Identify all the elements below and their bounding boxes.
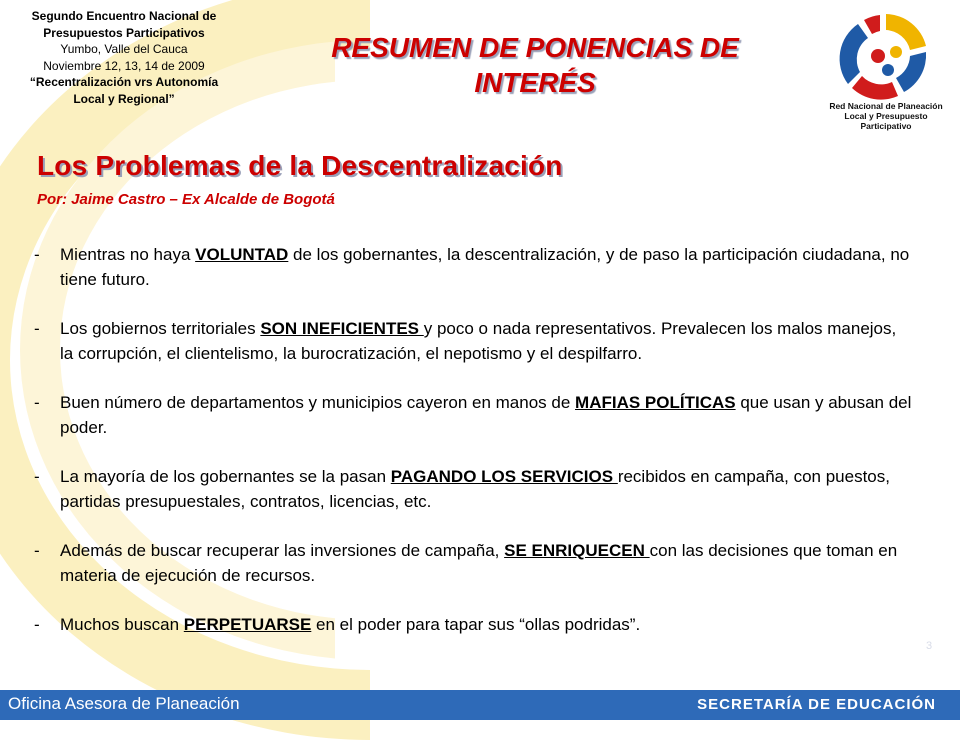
bullet-item [34,612,914,637]
bullet-item [34,538,914,588]
bullet-keyword: SE ENRIQUECEN [504,541,650,560]
slide-title-line-2: INTERÉS [474,67,596,98]
event-info-line: Presupuestos Participativos [43,25,205,40]
footer-secretaria-logo: SECRETARÍA DE EDUCACIÓN [697,696,936,713]
logo-caption-line-1: Red Nacional de Planeación [829,101,943,111]
bullet-text: Buen número de departamentos y municipios cayeron en manos de [60,393,576,412]
bullet-item [34,464,914,514]
event-info-line: Segundo Encuentro Nacional de [31,9,217,23]
event-info [6,8,242,107]
bullet-dash: - [34,245,40,264]
event-info-line: Yumbo, Valle del Cauca [60,42,188,56]
bullet-text: Muchos buscan [60,615,184,634]
bullet-text: y poco o nada representativos. Prevalecen los malos manejos, la corrupción, el clientelismo, la burocratización, el nepotismo y el despilfarro. [60,319,897,363]
bullet-text: Además de buscar recuperar las inversiones de campaña, [60,541,505,560]
bullet-dash: - [34,615,40,634]
footer-bar [0,690,960,720]
bullet-item [34,242,914,292]
event-info-line: Local y Regional” [73,91,175,106]
bullet-item [34,316,914,366]
bullet-text: en el poder para tapar sus “ollas podridas”. [311,615,641,634]
slide-title [270,30,800,100]
bullet-keyword: PERPETUARSE [183,615,312,634]
bullet-text: Mientras no haya [60,245,196,264]
bullet-dash: - [34,467,40,486]
bullet-text: Los gobiernos territoriales [60,319,261,338]
bullet-keyword: SON INEFICIENTES [260,319,424,338]
slide-title-line-1: RESUMEN DE PONENCIAS DE [331,32,739,63]
bullet-dash: - [34,319,40,338]
event-info-line: “Recentralización vrs Autonomía [29,75,219,89]
bullet-keyword: MAFIAS POLÍTICAS [575,393,736,412]
event-info-line: Noviembre 12, 13, 14 de 2009 [43,58,205,73]
logo-caption [818,101,954,131]
page-number: 3 [926,640,933,652]
bullet-text: La mayoría de los gobernantes se la pasan [60,467,391,486]
bullet-list [34,242,914,661]
bullet-text: de los gobernantes, la descentralización, y de paso la participación ciudadana, no tiene futuro. [60,245,910,289]
logo-caption-line-2: Local y Presupuesto Participativo [844,111,928,131]
bullet-item [34,390,914,440]
bullet-text: con las decisiones que toman en materia de ejecución de recursos. [60,541,898,585]
bullet-dash: - [34,393,40,412]
bullet-keyword: PAGANDO LOS SERVICIOS [390,467,618,486]
section-author: Por: Jaime Castro – Ex Alcalde de Bogotá [37,191,335,208]
bullet-text: recibidos en campaña, con puestos, partidas presupuestales, contratos, licencias, etc. [60,467,890,511]
bullet-dash: - [34,541,40,560]
bullet-text: que usan y abusan del poder. [60,393,912,437]
footer-office-name: Oficina Asesora de Planeación [8,694,240,713]
section-heading: Los Problemas de la Descentralización [37,150,563,181]
bullet-keyword: VOLUNTAD [195,245,289,264]
